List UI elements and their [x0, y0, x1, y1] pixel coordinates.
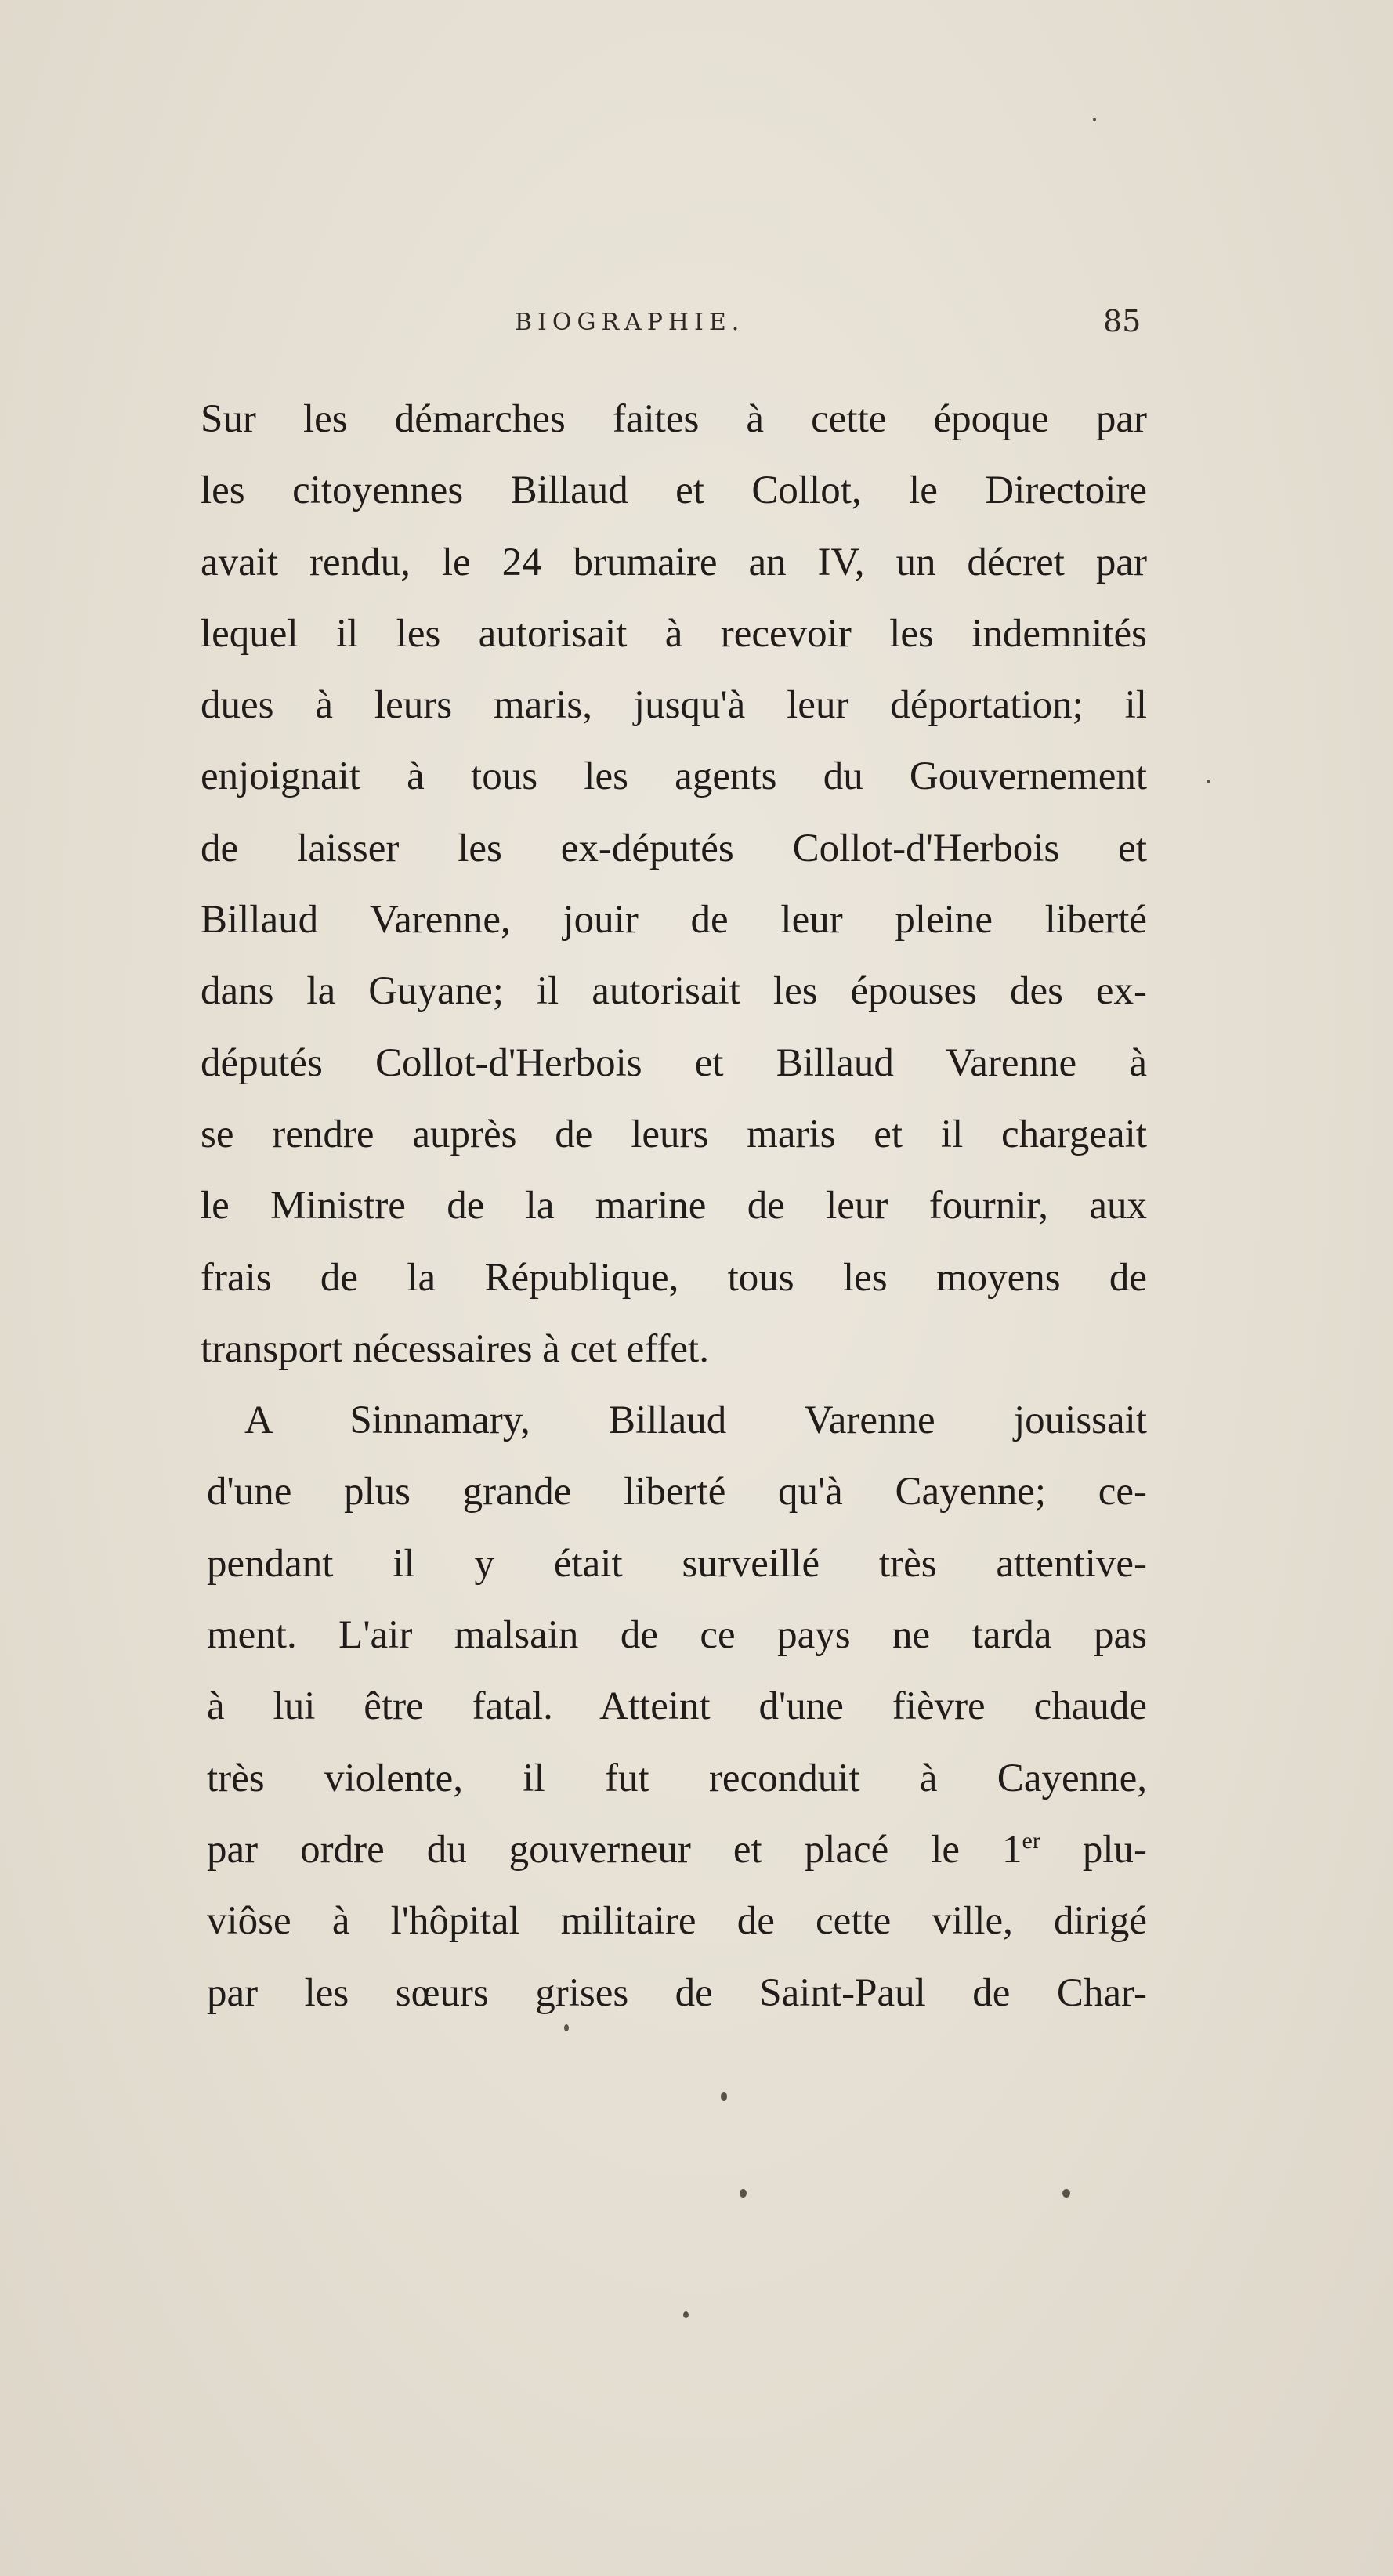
running-title: BIOGRAPHIE.: [515, 309, 745, 336]
paper-speck: [564, 2024, 569, 2031]
text-line: lequel il les autorisait à recevoir les indemnités: [201, 611, 1147, 656]
text-line: dans la Guyane; il autorisait les épouses des ex-: [201, 969, 1147, 1014]
text-line: d'une plus grande liberté qu'à Cayenne; ce-: [207, 1470, 1147, 1514]
page-header: [0, 304, 1393, 351]
text-line: transport nécessaires à cet effet.: [201, 1326, 709, 1371]
text-line: de laisser les ex-députés Collot-d'Herbois et: [201, 826, 1147, 870]
text-line: pendant il y était surveillé très attentive-: [207, 1541, 1147, 1586]
paper-speck: [740, 2189, 747, 2198]
text-line: les citoyennes Billaud et Collot, le Directoire: [201, 469, 1147, 513]
paper-speck: [1062, 2189, 1070, 2198]
paper-speck: [1207, 780, 1210, 783]
text-line: députés Collot-d'Herbois et Billaud Varenne à: [201, 1040, 1147, 1085]
text-line: très violente, il fut reconduit à Cayenne,: [207, 1756, 1147, 1800]
paper-speck: [1093, 118, 1096, 121]
paper-speck: [683, 2311, 689, 2318]
text-line: à lui être fatal. Atteint d'une fièvre chaude: [207, 1684, 1147, 1729]
text-line: Sur les démarches faites à cette époque par: [201, 397, 1147, 441]
text-line: avait rendu, le 24 brumaire an IV, un décret par: [201, 540, 1147, 584]
text-line: se rendre auprès de leurs maris et il chargeait: [201, 1112, 1147, 1156]
text-fragment: plu-: [1040, 1827, 1147, 1872]
paper-speck: [721, 2092, 727, 2101]
body-text: [201, 384, 1147, 2029]
text-line: viôse à l'hôpital militaire de cette ville, dirigé: [207, 1899, 1147, 1944]
text-line: par les sœurs grises de Saint-Paul de Char-: [207, 1970, 1147, 2015]
text-line: ment. L'air malsain de ce pays ne tarda pas: [207, 1613, 1147, 1658]
text-fragment: par ordre du gouverneur et placé le 1: [207, 1827, 1022, 1872]
page-number: 85: [1103, 304, 1142, 338]
text-line: dues à leurs maris, jusqu'à leur déportation; il: [201, 683, 1147, 728]
text-line-with-superscript: [201, 1814, 1147, 1886]
text-line: le Ministre de la marine de leur fournir, aux: [201, 1184, 1147, 1228]
paragraph-1: [201, 384, 1147, 1385]
paragraph-2: [201, 1385, 1147, 2029]
text-line: Billaud Varenne, jouir de leur pleine liberté: [201, 898, 1147, 942]
text-line: A Sinnamary, Billaud Varenne jouissait: [244, 1398, 1147, 1443]
text-line: frais de la République, tous les moyens de: [201, 1255, 1147, 1300]
text-line: enjoignait à tous les agents du Gouvernement: [201, 754, 1147, 799]
superscript: er: [1022, 1827, 1040, 1854]
